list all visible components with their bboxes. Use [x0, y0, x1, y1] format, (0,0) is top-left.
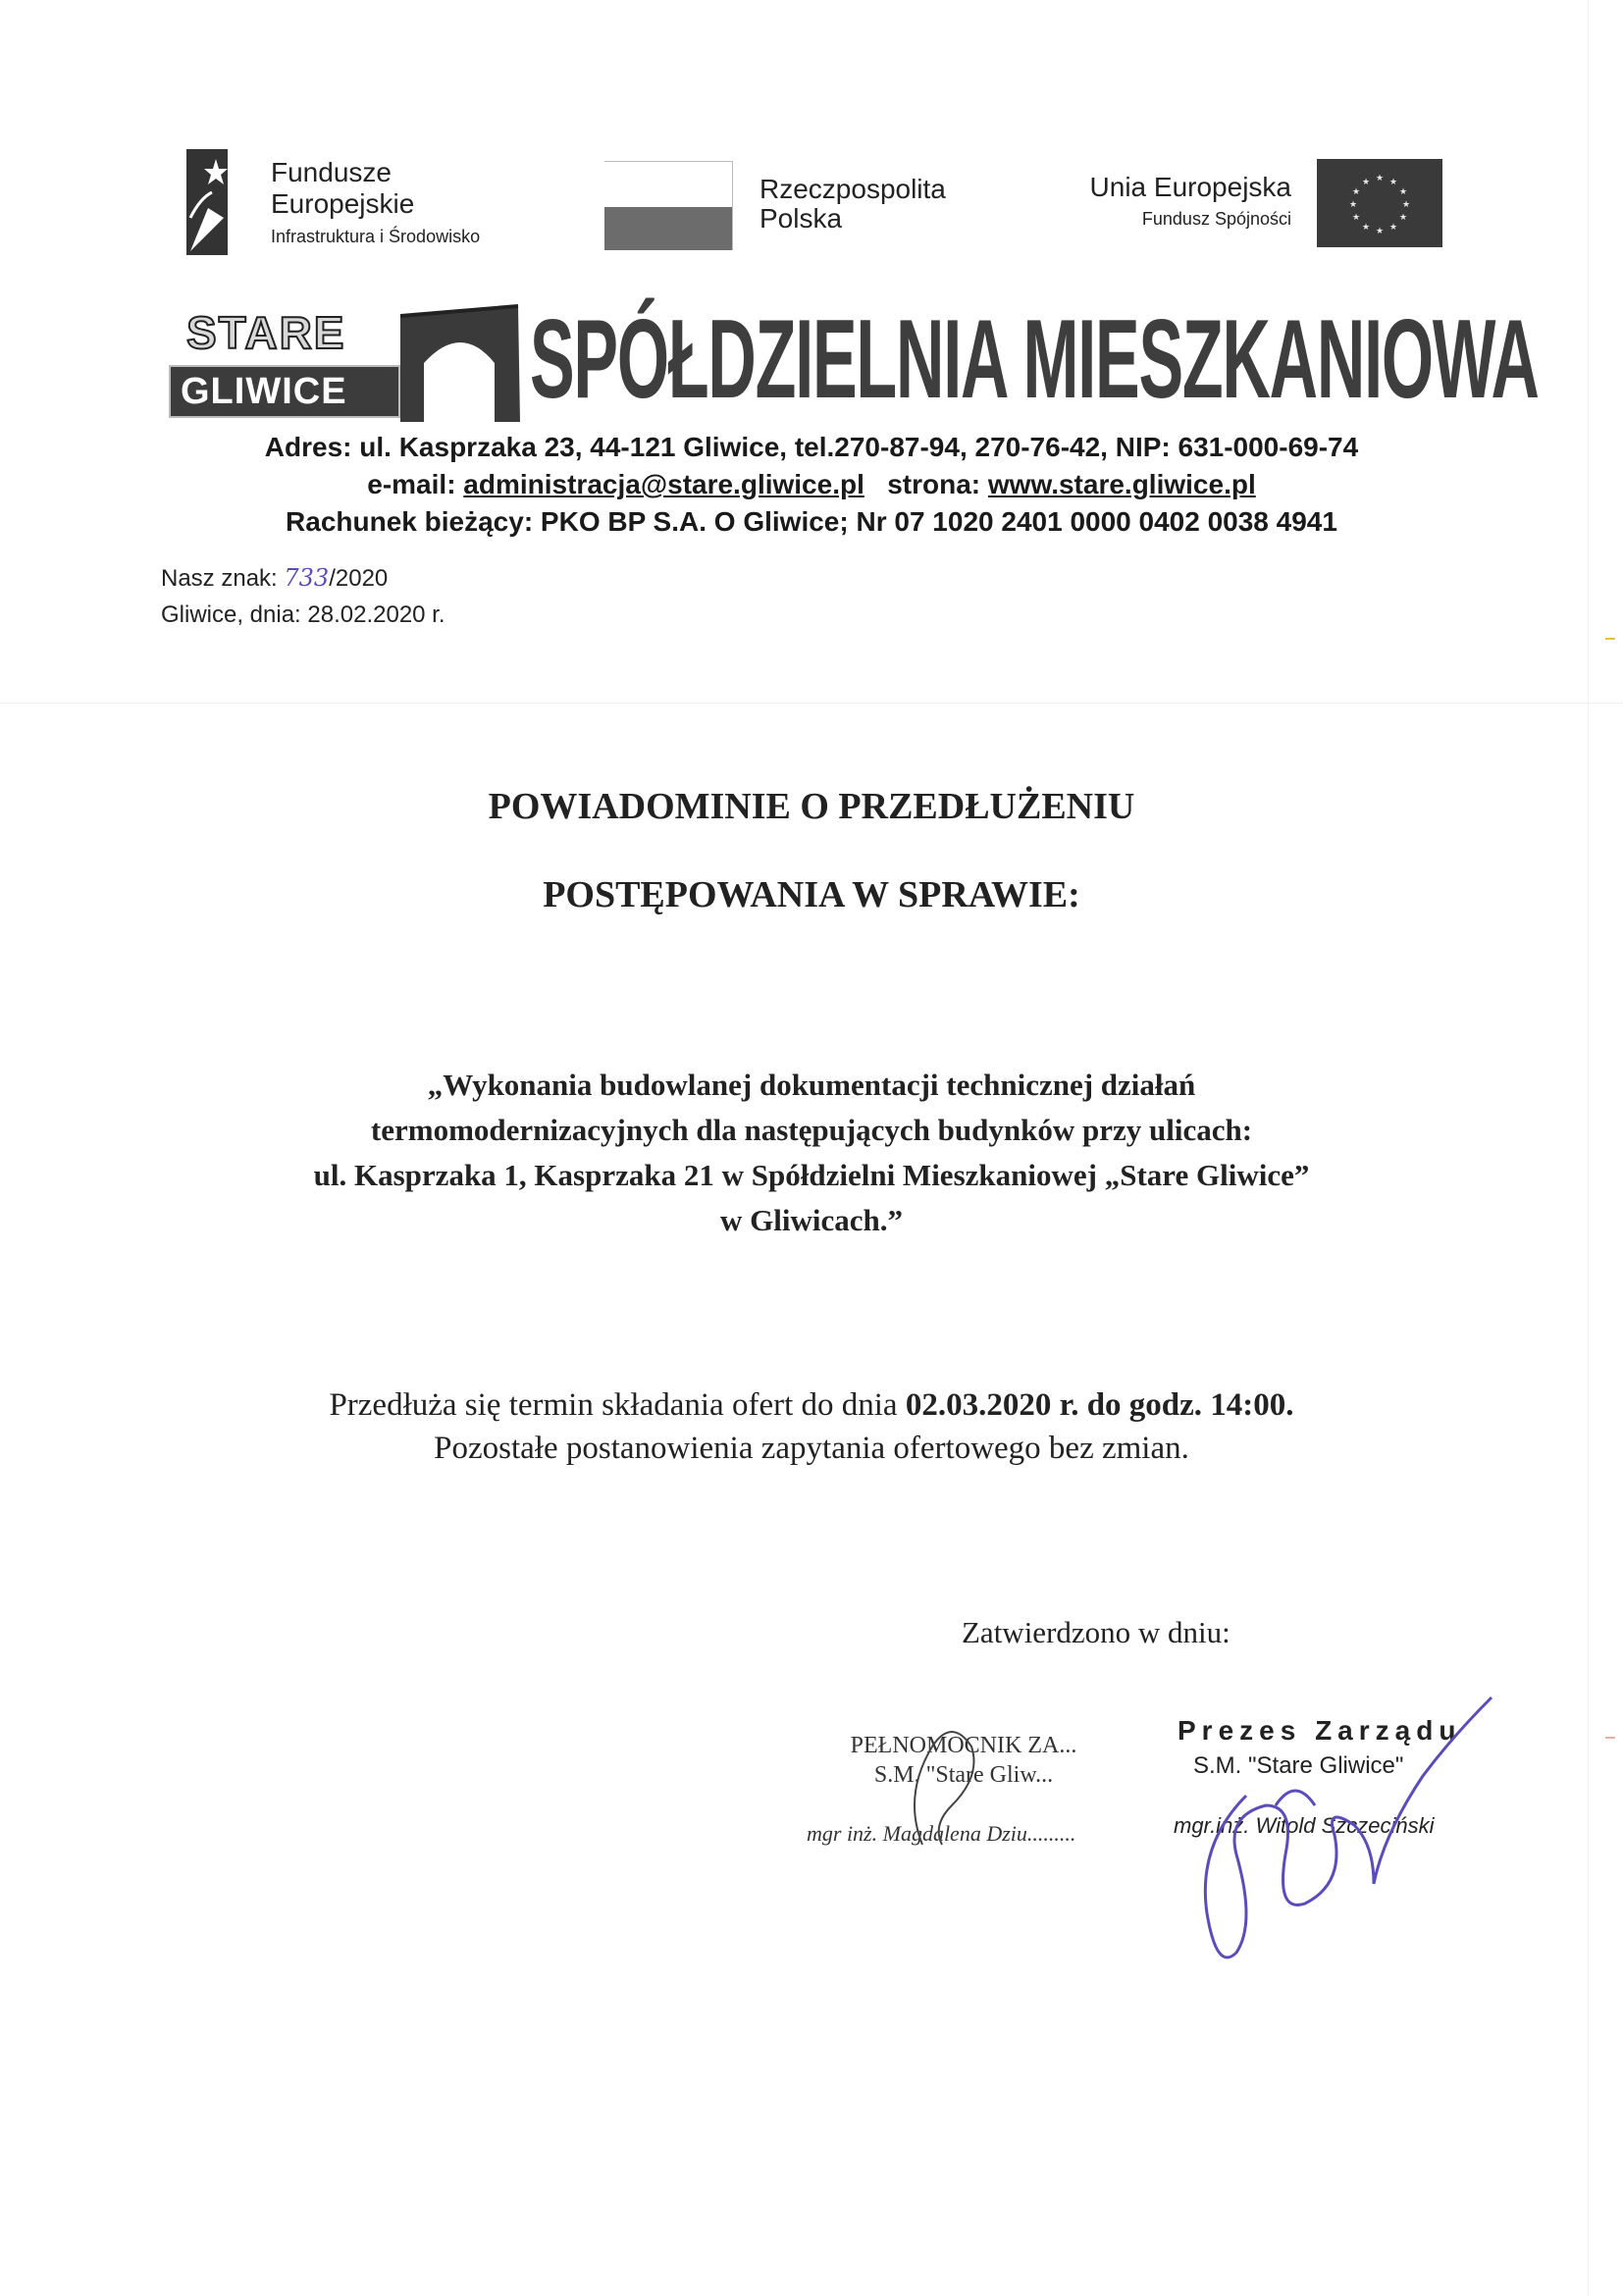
svg-text:★: ★ — [1351, 187, 1361, 197]
fundusze-europejskie-logo — [186, 149, 228, 255]
email-label: e-mail: — [367, 469, 456, 499]
approval-label: Zatwierdzono w dniu: — [962, 1615, 1230, 1649]
rzeczpospolita-line1: Rzeczpospolita — [759, 174, 946, 204]
stare-logo-text: STARE — [186, 307, 346, 358]
fundusze-europejskie-text — [271, 157, 480, 249]
reference-year: /2020 — [329, 565, 389, 592]
unia-line2: Fundusz Spójności — [1141, 209, 1291, 229]
svg-text:★: ★ — [1388, 223, 1398, 233]
subject-line3: ul. Kasprzaka 1, Kasprzaka 21 w Spółdzielni Mieszkaniowej „Stare Gliwice” — [313, 1158, 1310, 1192]
contact-line — [0, 469, 1623, 500]
subject-line1: „Wykonania budowlanej dokumentacji technicznej działań — [427, 1068, 1196, 1102]
address-line: Adres: ul. Kasprzaka 23, 44-121 Gliwice, tel.270-87-94, 270-76-42, NIP: 631-000-69-74 — [264, 432, 1359, 462]
proxy-stamp-line2: S.M. "Stare Gliw... — [873, 1762, 1054, 1788]
email-link[interactable]: administracja@stare.gliwice.pl — [463, 469, 864, 499]
document-date: Gliwice, dnia: 28.02.2020 r. — [161, 601, 445, 628]
subject-line2: termomodernizacyjnych dla następujących budynków przy ulicach: — [370, 1113, 1253, 1147]
svg-text:★: ★ — [1401, 200, 1411, 210]
stare-gliwice-logo — [169, 306, 408, 416]
svg-text:★: ★ — [1361, 223, 1371, 233]
rzeczpospolita-text — [759, 175, 946, 234]
gliwice-logo-box — [169, 365, 400, 418]
handwritten-reference-number: 733 — [284, 564, 330, 592]
website-label: strona: — [887, 469, 981, 499]
gate-arch-icon — [400, 302, 528, 422]
new-deadline: 02.03.2020 r. do godz. 14:00. — [905, 1387, 1294, 1423]
svg-text:★: ★ — [1375, 174, 1385, 183]
eu-flag-icon — [1317, 159, 1442, 247]
reference-number — [161, 564, 388, 593]
president-stamp-name: mgr.inż. Witold Szczeciński — [1174, 1813, 1435, 1838]
subject-line4: w Gliwicach.” — [720, 1203, 903, 1237]
svg-text:★: ★ — [1348, 200, 1358, 210]
svg-text:★: ★ — [1375, 227, 1385, 236]
fundusze-line3: Infrastruktura i Środowisko — [271, 227, 481, 246]
edge-mark — [1605, 1737, 1615, 1739]
fundusze-line1: Fundusze — [271, 157, 392, 187]
unia-europejska-text — [1064, 173, 1291, 232]
bank-account-line: Rachunek bieżący: PKO BP S.A. O Gliwice; Nr 07 1020 2401 0000 0402 0038 4941 — [286, 506, 1337, 537]
remaining-terms-note: Pozostałe postanowienia zapytania ofertowego bez zmian. — [434, 1431, 1189, 1466]
fundusze-line2: Europejskie — [271, 188, 415, 219]
unia-line1: Unia Europejska — [1089, 172, 1291, 202]
document-title-line2: POSTĘPOWANIA W SPRAWIE: — [543, 874, 1080, 915]
proxy-stamp-name: mgr inż. Magdalena Dziu......... — [807, 1821, 1076, 1846]
handwritten-signature-small — [864, 1707, 1040, 1854]
edge-mark — [1605, 638, 1615, 640]
svg-text:★: ★ — [1398, 213, 1408, 223]
website-link[interactable]: www.stare.gliwice.pl — [987, 469, 1256, 499]
reference-label: Nasz znak: — [161, 565, 278, 592]
divider — [0, 703, 1623, 704]
proxy-stamp-line1: PEŁNOMOCNIK ZA... — [850, 1733, 1077, 1758]
handwritten-signature — [1128, 1658, 1501, 1982]
svg-text:★: ★ — [1398, 187, 1408, 197]
svg-text:★: ★ — [1351, 213, 1361, 223]
document-title-line1: POWIADOMINIE O PRZEDŁUŻENIU — [488, 786, 1135, 827]
svg-text:★: ★ — [1361, 178, 1371, 187]
gliwice-logo-text: GLIWICE — [181, 371, 347, 412]
rzeczpospolita-line2: Polska — [759, 203, 843, 234]
svg-text:★: ★ — [1388, 178, 1398, 187]
president-stamp-org: S.M. "Stare Gliwice" — [1193, 1752, 1404, 1779]
polish-flag-icon — [604, 161, 733, 250]
extension-notice — [0, 1385, 1623, 1425]
cooperative-name: SPÓŁDZIELNIA MIESZKANIOWA — [530, 297, 1539, 422]
president-stamp-title: Prezes Zarządu — [1178, 1715, 1462, 1746]
extension-notice-text: Przedłuża się termin składania ofert do dnia — [329, 1387, 906, 1423]
